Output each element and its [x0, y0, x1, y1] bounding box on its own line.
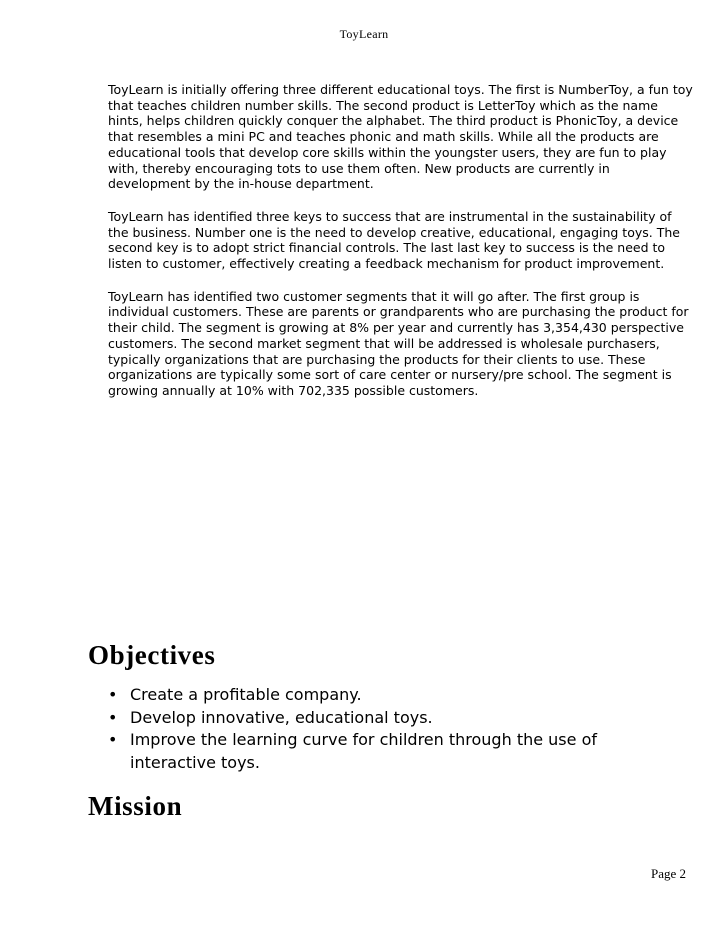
- objective-text: Improve the learning curve for children through the use of interactive toys.: [130, 730, 597, 772]
- objective-text: Develop innovative, educational toys.: [130, 707, 433, 727]
- paragraph-customer-segments: ToyLearn has identified two customer segments that it will go after. The first group is individual customers. These are parents or grandparents who are purchasing the product for their child. The segment is growing at 8% per year and currently has 3,354,430 perspective customers. The second market segment that will be addressed is wholesale purchasers, typically organizations that are purchasing the products for their clients to use. These organizations are typically some sort of care center or nursery/pre school. The segment is growing annually at 10% with 702,335 possible customers.: [108, 288, 689, 398]
- list-item: [108, 684, 648, 707]
- mission-heading: Mission: [88, 791, 183, 821]
- bullet-icon: •: [108, 707, 118, 727]
- list-item: [108, 707, 648, 730]
- body-text: [108, 82, 693, 416]
- bullet-icon: •: [108, 685, 118, 704]
- bullet-icon: •: [108, 730, 118, 749]
- objective-text: Create a profitable company.: [130, 685, 362, 704]
- objectives-list: [108, 684, 648, 774]
- list-item: [108, 729, 648, 774]
- page-number: Page 2: [650, 866, 686, 881]
- paragraph-keys-to-success: ToyLearn has identified three keys to success that are instrumental in the sustainability of the business. Number one is the need to develop creative, educational, engaging toys. The second key is to adopt strict financial controls. The last last key to success is the need to listen to customer, effectively creating a feedback mechanism for product improvement.: [108, 208, 680, 272]
- objectives-heading: Objectives: [88, 640, 216, 670]
- paragraph-products: ToyLearn is initially offering three different educational toys. The first is NumberToy, a fun toy that teaches children number skills. The second product is LetterToy which as the name hints, helps children quickly conquer the alphabet. The third product is PhonicToy, a device that resembles a mini PC and teaches phonic and math skills. While all the products are educational tools that develop core skills within the youngster users, they are fun to play with, thereby encouraging tots to use them often. New products are currently in development by the in-house department.: [108, 82, 693, 192]
- running-header: ToyLearn: [339, 27, 389, 41]
